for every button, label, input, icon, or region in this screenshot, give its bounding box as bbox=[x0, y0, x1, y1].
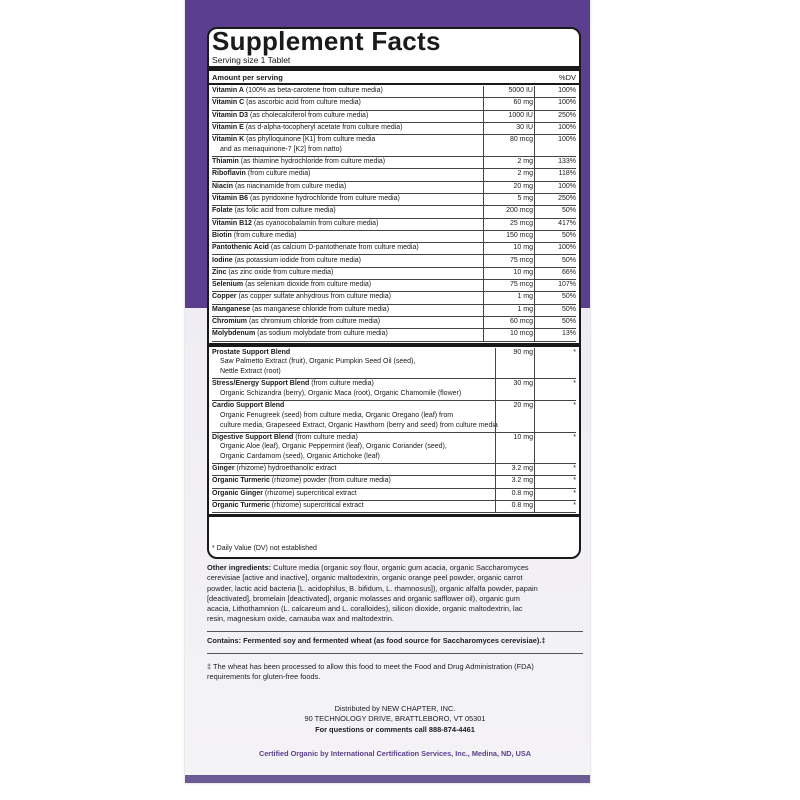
nutrient-amount: 5000 IU bbox=[508, 87, 533, 94]
nutrient-name-cell bbox=[212, 317, 482, 327]
distributor-line: Distributed by NEW CHAPTER, INC. bbox=[334, 704, 456, 713]
blend-amount: 0.8 mg bbox=[511, 501, 533, 509]
nutrient-dv: 50% bbox=[561, 305, 576, 313]
nutrient-name: Niacin bbox=[212, 182, 234, 190]
blend-amount: 20 mg bbox=[513, 402, 533, 409]
nutrient-row bbox=[212, 256, 576, 268]
nutrient-dv: 13% bbox=[561, 330, 576, 338]
nutrient-name: Vitamin B6 bbox=[212, 195, 249, 202]
blend-name: Stress/Energy Support Blend bbox=[212, 380, 310, 388]
blend-ingredient-line: Organic Cardamom (seed), Organic Artichoke (leaf) bbox=[220, 453, 380, 461]
nutrient-name: Molybdenum bbox=[212, 330, 256, 338]
nutrient-amount: 30 IU bbox=[516, 123, 533, 131]
nutrient-amount: 80 mcg bbox=[510, 136, 533, 144]
blend-row bbox=[212, 433, 576, 465]
nutrient-name: Vitamin A bbox=[212, 87, 244, 94]
column-divider bbox=[483, 86, 484, 342]
nutrient-dv: 50% bbox=[561, 231, 576, 239]
other-ingredients-line: [deactivated], bromelain [deactivated], organic molasses and organic safflower oil), organic gum bbox=[207, 593, 520, 603]
nutrient-amount: 200 mcg bbox=[506, 207, 533, 215]
nutrient-name: Zinc bbox=[212, 268, 227, 276]
blend-row bbox=[212, 401, 576, 433]
nutrient-amount: 1 mg bbox=[517, 305, 533, 313]
package-bottom-band bbox=[185, 775, 590, 783]
distributor-address: 90 TECHNOLOGY DRIVE, BRATTLEBORO, VT 05301 bbox=[304, 714, 486, 724]
nutrient-dv: 118% bbox=[558, 170, 576, 178]
blend-detail: (rhizome) supercritical extract bbox=[262, 489, 357, 497]
blend-name: Cardio Support Blend bbox=[212, 402, 285, 409]
nutrient-amount: 10 mg bbox=[513, 244, 533, 252]
other-ingredients-line: resin, magnesium oxide, carnauba wax and maltodextrin. bbox=[207, 614, 394, 624]
nutrient-amount: 75 mcg bbox=[510, 281, 533, 289]
nutrient-name-cell bbox=[212, 123, 482, 133]
blend-dv: * bbox=[573, 501, 576, 509]
nutrient-name: Manganese bbox=[212, 305, 251, 313]
blend-ingredient-line: Organic Fenugreek (seed) from culture media, Organic Oregano (leaf) from bbox=[220, 411, 454, 419]
nutrient-row bbox=[212, 194, 576, 206]
other-ingredients-line: cerevisiae [active and inactive], organic maltodextrin, organic orange peel powder, organic carrot bbox=[207, 573, 523, 583]
blend-amount: 90 mg bbox=[513, 348, 533, 356]
nutrient-dv: 100% bbox=[558, 244, 576, 252]
nutrient-name: Riboflavin bbox=[212, 170, 246, 178]
blend-dv: * bbox=[573, 433, 576, 441]
nutrient-dv: 100% bbox=[558, 136, 576, 144]
nutrient-detail: (as ascorbic acid from culture media) bbox=[244, 99, 361, 107]
nutrient-dv: 133% bbox=[558, 158, 576, 166]
nutrient-row bbox=[212, 219, 576, 231]
nutrient-row bbox=[212, 98, 576, 110]
blend-ingredient-line: Saw Palmetto Extract (fruit), Organic Pumpkin Seed Oil (seed), bbox=[220, 358, 416, 366]
distributor-info bbox=[207, 704, 583, 735]
nutrient-detail: (as sodium molybdate from culture media) bbox=[255, 330, 388, 338]
nutrient-dv: 107% bbox=[558, 281, 576, 289]
nutrient-detail: (as selenium dioxide from culture media) bbox=[243, 281, 372, 289]
nutrient-name: Chromium bbox=[212, 318, 247, 325]
blend-detail: (rhizome) powder (from culture media) bbox=[269, 477, 391, 485]
nutrient-detail: (as copper sulfate anhydrous from culture media) bbox=[236, 293, 391, 301]
nutrient-name-cell bbox=[212, 157, 482, 167]
nutrient-name-cell bbox=[212, 243, 482, 253]
section-rule bbox=[209, 514, 579, 517]
nutrient-name-cell bbox=[212, 194, 482, 204]
nutrient-detail: (as phylloquinone [K1] from culture media bbox=[244, 136, 376, 144]
nutrient-name: Vitamin D3 bbox=[212, 111, 249, 119]
nutrient-detail: (as thiamine hydrochloride from culture media) bbox=[238, 158, 386, 166]
nutrient-detail: (as zinc oxide from culture media) bbox=[226, 268, 334, 276]
nutrient-detail: (as chromium chloride from culture media) bbox=[247, 318, 381, 325]
nutrient-detail-line: and as menaquinone-7 [K2] from natto) bbox=[220, 145, 342, 153]
blend-name: Digestive Support Blend bbox=[212, 433, 294, 441]
blend-amount: 30 mg bbox=[513, 380, 533, 388]
column-divider bbox=[495, 348, 496, 514]
blend-amount: 3.2 mg bbox=[511, 477, 533, 485]
nutrient-amount: 1000 IU bbox=[508, 111, 533, 119]
nutrient-amount: 5 mg bbox=[517, 195, 533, 202]
nutrient-amount: 150 mcg bbox=[506, 231, 533, 239]
certification-statement: Certified Organic by International Certification Services, Inc., Medina, ND, USA bbox=[258, 749, 532, 758]
blend-row bbox=[212, 464, 576, 476]
nutrient-name: Vitamin K bbox=[212, 136, 245, 144]
divider bbox=[207, 631, 583, 632]
nutrient-name: Pantothenic Acid bbox=[212, 244, 269, 252]
supplement-facts-panel bbox=[207, 27, 581, 559]
wheat-note-line: requirements for gluten-free foods. bbox=[207, 672, 321, 682]
nutrient-row bbox=[212, 182, 576, 194]
nutrient-row bbox=[212, 317, 576, 329]
blend-detail: (from culture media) bbox=[293, 433, 358, 441]
nutrient-row bbox=[212, 243, 576, 255]
blend-dv: * bbox=[573, 489, 576, 497]
nutrient-detail: (as manganese chloride from culture media) bbox=[250, 305, 390, 313]
nutrient-row bbox=[212, 329, 576, 341]
nutrient-name-cell bbox=[212, 86, 482, 96]
nutrient-row bbox=[212, 280, 576, 292]
nutrient-name: Iodine bbox=[212, 256, 233, 264]
blend-ingredient-line: Organic Aloe (leaf), Organic Peppermint (leaf), Organic Coriander (seed), bbox=[220, 443, 447, 451]
column-divider bbox=[534, 348, 535, 514]
nutrient-name-cell bbox=[212, 135, 482, 155]
nutrient-dv: 50% bbox=[561, 207, 576, 215]
blend-amount: 10 mg bbox=[513, 433, 533, 441]
nutrient-detail: (as pyridoxine hydrochloride from culture media) bbox=[248, 195, 400, 202]
nutrient-name: Copper bbox=[212, 293, 237, 301]
nutrient-name-cell bbox=[212, 169, 482, 179]
nutrient-name-cell bbox=[212, 231, 482, 241]
blend-ingredient-line: Nettle Extract (root) bbox=[220, 368, 281, 376]
blend-row bbox=[212, 348, 576, 380]
blend-dv: * bbox=[573, 465, 576, 472]
column-divider bbox=[534, 86, 535, 342]
distributor-phone: For questions or comments call 888-874-4461 bbox=[315, 724, 475, 734]
nutrient-detail: (as cholecalciferol from culture media) bbox=[248, 111, 369, 119]
section-rule bbox=[209, 343, 579, 347]
other-ingredients-label: Other ingredients: bbox=[207, 563, 272, 572]
blend-dv: * bbox=[573, 402, 576, 409]
nutrient-amount: 75 mcg bbox=[510, 256, 533, 264]
nutrient-name: Vitamin E bbox=[212, 123, 244, 131]
nutrient-amount: 1 mg bbox=[517, 293, 533, 301]
nutrient-amount: 2 mg bbox=[517, 158, 533, 166]
divider bbox=[207, 653, 583, 654]
nutrient-row bbox=[212, 86, 576, 98]
blend-ingredient-line: culture media, Grapeseed Extract, Organic Hawthorn (berry and seed) from culture media bbox=[220, 421, 498, 429]
nutrient-name: Selenium bbox=[212, 281, 244, 289]
nutrient-row bbox=[212, 292, 576, 304]
nutrient-name-cell bbox=[212, 98, 482, 108]
blend-dv: * bbox=[573, 477, 576, 485]
nutrient-name-cell bbox=[212, 219, 482, 229]
blend-name: Ginger bbox=[212, 465, 235, 472]
nutrient-dv: 100% bbox=[558, 182, 576, 190]
nutrient-amount: 60 mcg bbox=[510, 318, 533, 325]
nutrient-row bbox=[212, 305, 576, 317]
nutrient-dv: 100% bbox=[558, 87, 576, 94]
nutrient-detail: (as calcium D-pantothenate from culture media) bbox=[268, 244, 419, 252]
header-rule bbox=[209, 83, 579, 85]
nutrient-row bbox=[212, 169, 576, 181]
nutrient-amount: 60 mg bbox=[513, 99, 533, 107]
blend-dv: * bbox=[573, 380, 576, 388]
blend-detail: (rhizome) supercritical extract bbox=[269, 501, 364, 509]
wheat-note bbox=[207, 662, 583, 683]
blend-row bbox=[212, 489, 576, 501]
nutrient-name-cell bbox=[212, 329, 482, 339]
nutrient-name-cell bbox=[212, 206, 482, 216]
nutrient-name-cell bbox=[212, 280, 482, 290]
nutrient-name-cell bbox=[212, 182, 482, 192]
nutrient-dv: 50% bbox=[561, 318, 576, 325]
nutrient-detail: (as folic acid from culture media) bbox=[232, 207, 336, 215]
nutrient-name: Thiamin bbox=[212, 158, 239, 166]
nutrient-dv: 50% bbox=[561, 293, 576, 301]
blend-name: Organic Turmeric bbox=[212, 477, 270, 485]
blend-amount: 0.8 mg bbox=[511, 489, 533, 497]
nutrient-row bbox=[212, 157, 576, 169]
nutrient-name-cell bbox=[212, 268, 482, 278]
nutrient-dv: 100% bbox=[558, 123, 576, 131]
blend-detail: (from culture media) bbox=[309, 380, 374, 388]
wheat-note-line: ‡ The wheat has been processed to allow this food to meet the Food and Drug Administration (FDA) bbox=[207, 662, 534, 671]
nutrient-detail: (from culture media) bbox=[231, 231, 297, 239]
amount-header: Amount per serving bbox=[212, 73, 283, 82]
blend-amount: 3.2 mg bbox=[511, 465, 533, 472]
nutrient-dv: 100% bbox=[558, 99, 576, 107]
nutrient-detail: (as d-alpha-tocopheryl acetate from culture media) bbox=[243, 123, 403, 131]
blend-name: Organic Turmeric bbox=[212, 501, 270, 509]
nutrient-detail: (100% as beta-carotene from culture media) bbox=[243, 87, 383, 94]
blend-detail: (rhizome) hydroethanolic extract bbox=[234, 465, 337, 472]
nutrient-row bbox=[212, 135, 576, 157]
nutrient-detail: (as niacinamide from culture media) bbox=[233, 182, 347, 190]
panel-title: Supplement Facts bbox=[212, 27, 441, 56]
other-ingredients-line: acacia, Lithothamnion (L. calcareum and L. coralloides), silicon dioxide, organic maltodextrin, lac bbox=[207, 604, 523, 614]
nutrient-detail: (from culture media) bbox=[245, 170, 311, 178]
nutrient-dv: 417% bbox=[558, 219, 576, 227]
nutrient-name: Vitamin C bbox=[212, 99, 245, 107]
blend-row bbox=[212, 501, 576, 513]
nutrient-row bbox=[212, 123, 576, 135]
nutrient-amount: 20 mg bbox=[513, 182, 533, 190]
column-header bbox=[212, 72, 576, 83]
blend-name: Prostate Support Blend bbox=[212, 348, 291, 356]
other-ingredients-line: powder, lactic acid bacteria [L. acidophilus, B. bifidum, L. rhamnosus]), organic alfalfa powder, papain bbox=[207, 583, 538, 593]
blend-dv: * bbox=[573, 348, 576, 356]
dv-header: %DV bbox=[558, 73, 576, 82]
nutrient-dv: 66% bbox=[561, 268, 576, 276]
nutrient-dv: 250% bbox=[558, 195, 576, 202]
nutrient-name-cell bbox=[212, 111, 482, 121]
other-ingredients-line: Culture media (organic soy flour, organic gum acacia, organic Saccharomyces bbox=[273, 563, 529, 572]
nutrient-name-cell bbox=[212, 292, 482, 302]
nutrient-detail: (as potassium iodide from culture media) bbox=[232, 256, 362, 264]
blend-row bbox=[212, 379, 576, 401]
nutrient-row bbox=[212, 111, 576, 123]
nutrient-name-cell bbox=[212, 305, 482, 315]
nutrient-name: Folate bbox=[212, 207, 233, 215]
nutrient-name-cell bbox=[212, 256, 482, 266]
nutrient-row bbox=[212, 206, 576, 218]
allergen-statement: Contains: Fermented soy and fermented wheat (as food source for Saccharomyces cerevisiae).‡ bbox=[207, 636, 546, 645]
blend-row bbox=[212, 476, 576, 488]
serving-size: Serving size 1 Tablet bbox=[212, 55, 291, 65]
nutrient-amount: 10 mg bbox=[513, 268, 533, 276]
nutrient-amount: 25 mcg bbox=[510, 219, 533, 227]
nutrient-row bbox=[212, 231, 576, 243]
nutrient-detail: (as cyanocobalamin from culture media) bbox=[251, 219, 379, 227]
dv-footnote: * Daily Value (DV) not established bbox=[212, 545, 317, 552]
nutrient-dv: 50% bbox=[561, 256, 576, 264]
blend-name: Organic Ginger bbox=[212, 489, 263, 497]
blend-ingredient-line: Organic Schizandra (berry), Organic Maca (root), Organic Chamomile (flower) bbox=[220, 389, 462, 397]
nutrient-row bbox=[212, 268, 576, 280]
nutrient-name: Vitamin B12 bbox=[212, 219, 252, 227]
other-ingredients bbox=[207, 563, 583, 625]
nutrient-dv: 250% bbox=[558, 111, 576, 119]
nutrient-name: Biotin bbox=[212, 231, 232, 239]
thick-rule bbox=[209, 66, 579, 71]
nutrient-amount: 10 mcg bbox=[510, 330, 533, 338]
nutrient-amount: 2 mg bbox=[517, 170, 533, 178]
